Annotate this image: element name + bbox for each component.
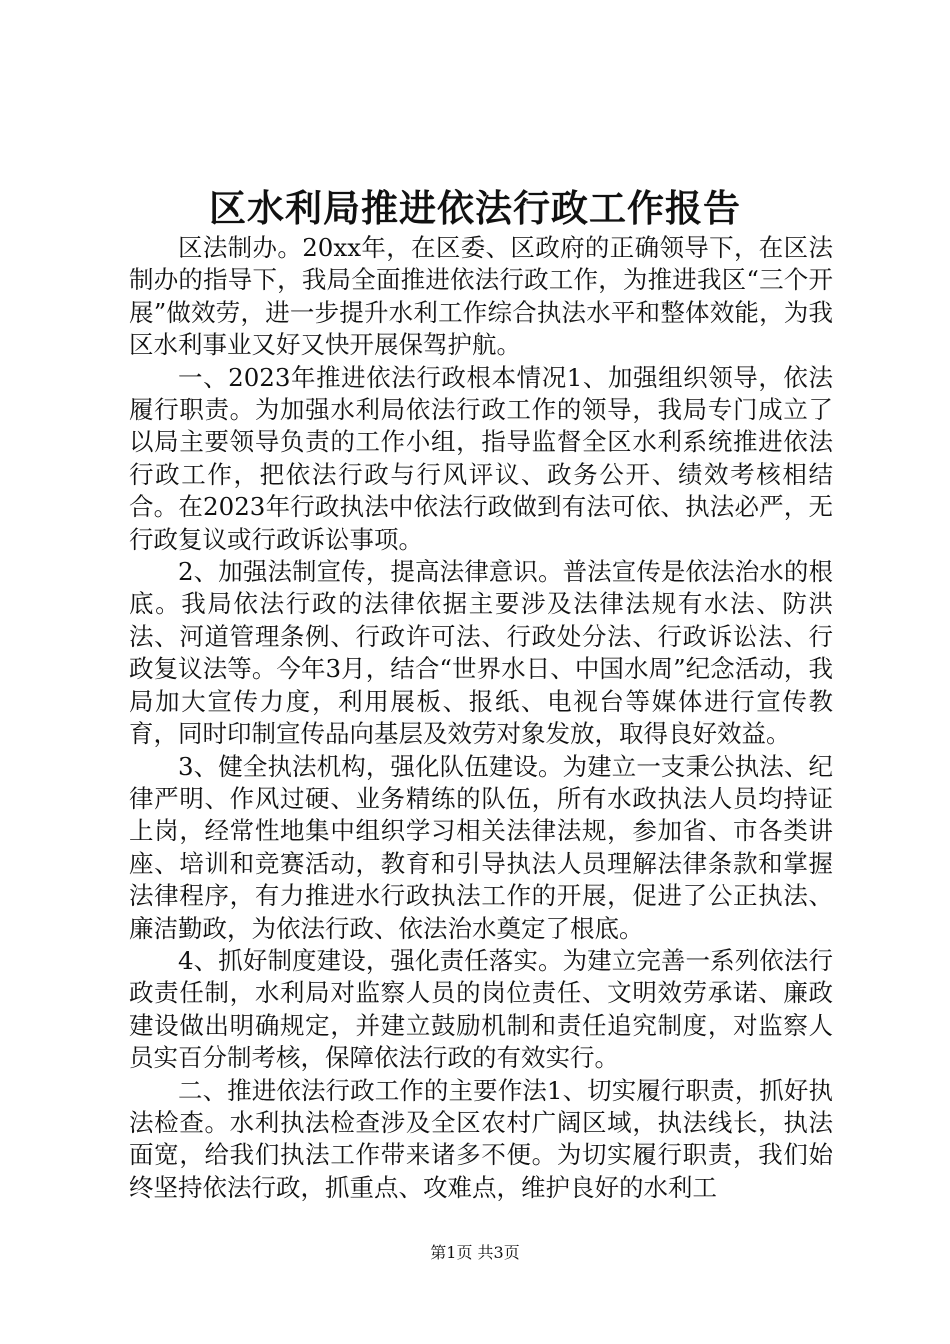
paragraph-item-3: 3、健全执法机构，强化队伍建设。为建立一支秉公执法、纪律严明、作风过硬、业务精练的队伍，所有水政执法人员均持证上岗，经常性地集中组织学习相关法律法规，参加省、市各类讲座、培训和竞赛活动，教育和引导执法人员理解法律条款和掌握法律程序，有力推进水行政执法工作的开展，促进了公正执法、廉洁勤政，为依法行政、依法治水奠定了根底。 <box>129 751 833 943</box>
paragraph-item-2: 2、加强法制宣传，提高法律意识。普法宣传是依法治水的根底。我局依法行政的法律依据主要涉及法律法规有水法、防洪法、河道管理条例、行政许可法、行政处分法、行政诉讼法、行政复议法等。今年3月，结合“世界水日、中国水周”纪念活动，我局加大宣传力度，利用展板、报纸、电视台等媒体进行宣传教育，同时印制宣传品向基层及效劳对象发放，取得良好效益。 <box>129 557 833 749</box>
paragraph-section-2: 二、推进依法行政工作的主要作法1、切实履行职责，抓好执法检查。水利执法检查涉及全区农村广阔区域，执法线长，执法面宽，给我们执法工作带来诸多不便。为切实履行职责，我们始终坚持依法行政，抓重点、攻难点，维护良好的水利工 <box>129 1075 833 1202</box>
page-number-footer: 第1页 共3页 <box>430 1243 520 1262</box>
document-title: 区水利局推进依法行政工作报告 <box>209 186 741 230</box>
paragraph-item-4: 4、抓好制度建设，强化责任落实。为建立完善一系列依法行政责任制，水利局对监察人员的岗位责任、文明效劳承诺、廉政建设做出明确规定，并建立鼓励机制和责任追究制度，对监察人员实百分制考核，保障依法行政的有效实行。 <box>129 945 833 1073</box>
paragraph-intro: 区法制办。20xx年，在区委、区政府的正确领导下，在区法制办的指导下，我局全面推进依法行政工作，为推进我区“三个开展”做效劳，进一步提升水利工作综合执法水平和整体效能，为我区水利事业又好又快开展保驾护航。 <box>129 233 833 360</box>
paragraph-section-1: 一、2023年推进依法行政根本情况1、加强组织领导，依法履行职责。为加强水利局依法行政工作的领导，我局专门成立了以局主要领导负责的工作小组，指导监督全区水利系统推进依法行政工作，把依法行政与行风评议、政务公开、绩效考核相结合。在2023年行政执法中依法行政做到有法可依、执法必严，无行政复议或行政诉讼事项。 <box>129 362 833 554</box>
document-body <box>129 232 833 1204</box>
